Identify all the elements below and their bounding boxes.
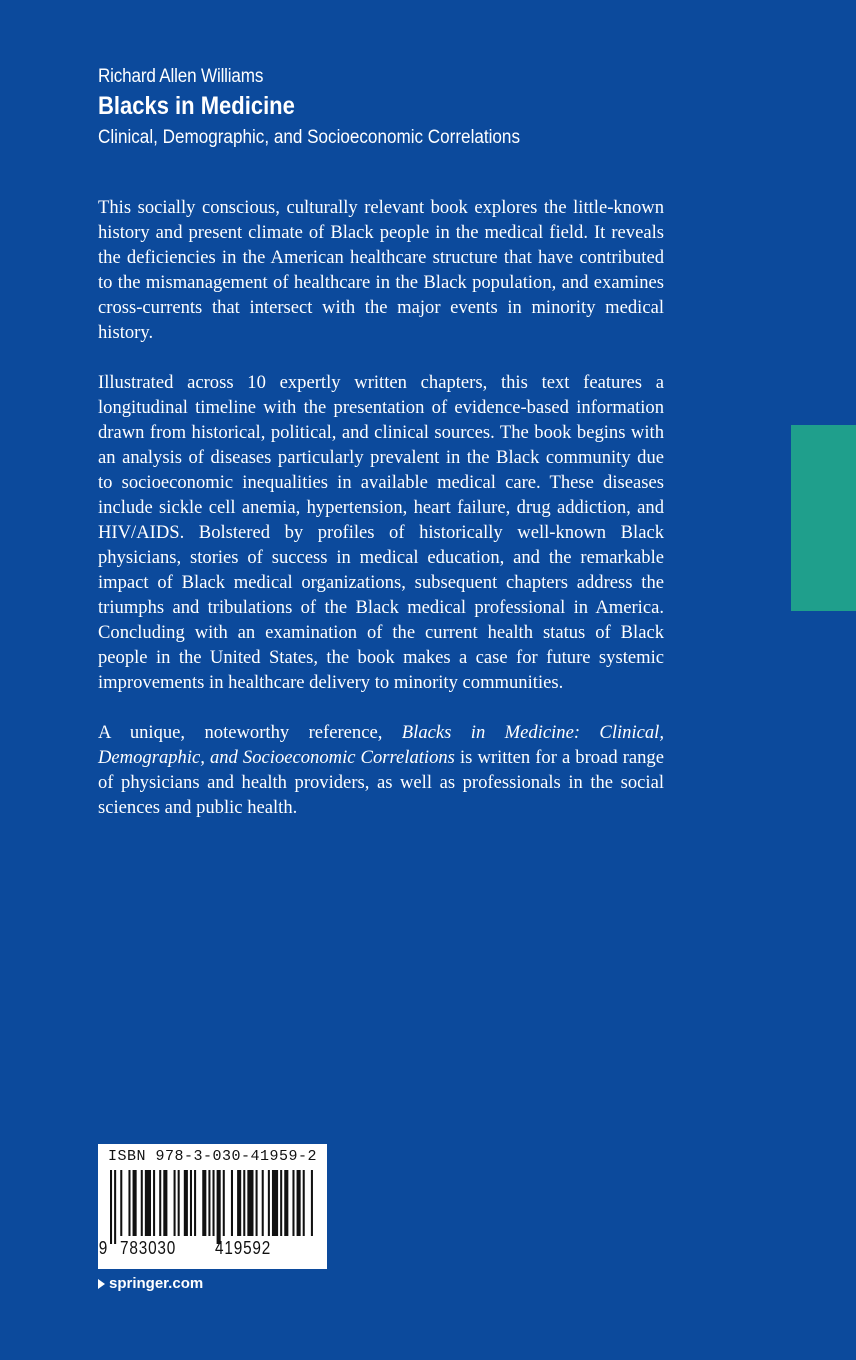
barcode-bar	[159, 1170, 161, 1236]
barcode-digits-left: 783030	[120, 1238, 177, 1258]
barcode-bars	[110, 1170, 315, 1244]
isbn-barcode	[98, 1144, 327, 1269]
barcode-bar	[145, 1170, 151, 1236]
author-name: Richard Allen Williams	[98, 66, 264, 87]
barcode-bar	[311, 1170, 313, 1236]
barcode-bar	[153, 1170, 155, 1236]
color-tab	[791, 425, 856, 611]
barcode-bar	[202, 1170, 206, 1236]
blurb-paragraph-3	[98, 720, 664, 820]
barcode-bar	[184, 1170, 188, 1236]
barcode-digits-right: 419592	[215, 1238, 272, 1258]
barcode-bar	[303, 1170, 305, 1236]
barcode-bar	[213, 1170, 215, 1236]
barcode-bar	[120, 1170, 122, 1236]
publisher-link[interactable]	[98, 1274, 203, 1294]
play-arrow-icon	[98, 1279, 105, 1289]
book-title: Blacks in Medicine	[98, 92, 295, 120]
barcode-bar	[110, 1170, 112, 1244]
blurb	[98, 195, 664, 845]
barcode-bar	[268, 1170, 270, 1236]
blurb-paragraph-2: Illustrated across 10 expertly written chapters, this text features a longitudinal timeline with the presentation of evidence-based information drawn from historical, political, and clinical sources. The book begins with an analysis of diseases particularly prevalent in the Black community due to socioeconomic inequalities in available medical care. These diseases include sickle cell anemia, hypertension, heart failure, drug addiction, and HIV/AIDS. Bolstered by profiles of historically well-known Black physicians, stories of success in medical education, and the remarkable impact of Black medical organizations, subsequent chapters address the triumphs and tribulations of the Black medical professional in America. Concluding with an examination of the current health status of Black people in the United States, the book makes a case for future systemic improvements in healthcare delivery to minority communities.	[98, 372, 664, 693]
book-subtitle: Clinical, Demographic, and Socioeconomic Correlations	[98, 127, 521, 148]
barcode-bar	[237, 1170, 241, 1236]
barcode-bar	[256, 1170, 258, 1236]
barcode-bar	[231, 1170, 233, 1236]
barcode-bar	[272, 1170, 278, 1236]
barcode-bar	[174, 1170, 176, 1236]
barcode-bar	[247, 1170, 253, 1236]
blurb-paragraph-1: This socially conscious, culturally relevant book explores the little-known history and present climate of Black people in the medical field. It reveals the deficiencies in the American healthcare structure that have contributed to the mismanagement of healthcare in the Black population, and examines cross-currents that intersect with the major events in minority medical history.	[98, 197, 664, 343]
barcode-bar	[217, 1170, 221, 1244]
blurb-paragraph-3-prefix: A unique, noteworthy reference,	[98, 722, 402, 743]
barcode-bar	[128, 1170, 130, 1236]
barcode-bar	[133, 1170, 137, 1236]
barcode-bar	[297, 1170, 301, 1236]
barcode-bar	[262, 1170, 264, 1236]
barcode-bar	[163, 1170, 167, 1236]
barcode-bar	[194, 1170, 196, 1236]
publisher-url: springer.com	[109, 1275, 204, 1292]
barcode-bar	[292, 1170, 294, 1236]
barcode-bar	[208, 1170, 210, 1236]
barcode-bar	[178, 1170, 180, 1236]
barcode-bar	[141, 1170, 143, 1236]
barcode-digit-first: 9	[98, 1238, 108, 1258]
barcode-bar	[190, 1170, 192, 1236]
barcode-bar	[280, 1170, 282, 1236]
barcode-bar	[284, 1170, 288, 1236]
barcode-bar	[243, 1170, 245, 1236]
isbn-label: ISBN 978-3-030-41959-2	[108, 1148, 318, 1165]
blurb-paragraph-3-suffix: is written for a broad range of physicians and health providers, as well as professionals in the social sciences and public health.	[98, 747, 664, 818]
barcode-bar	[114, 1170, 116, 1244]
blurb-paragraph-3-book-title: Blacks in Medicine: Clinical, Demographic, and Socioeconomic Correlations	[98, 722, 664, 768]
barcode-bar	[223, 1170, 225, 1236]
